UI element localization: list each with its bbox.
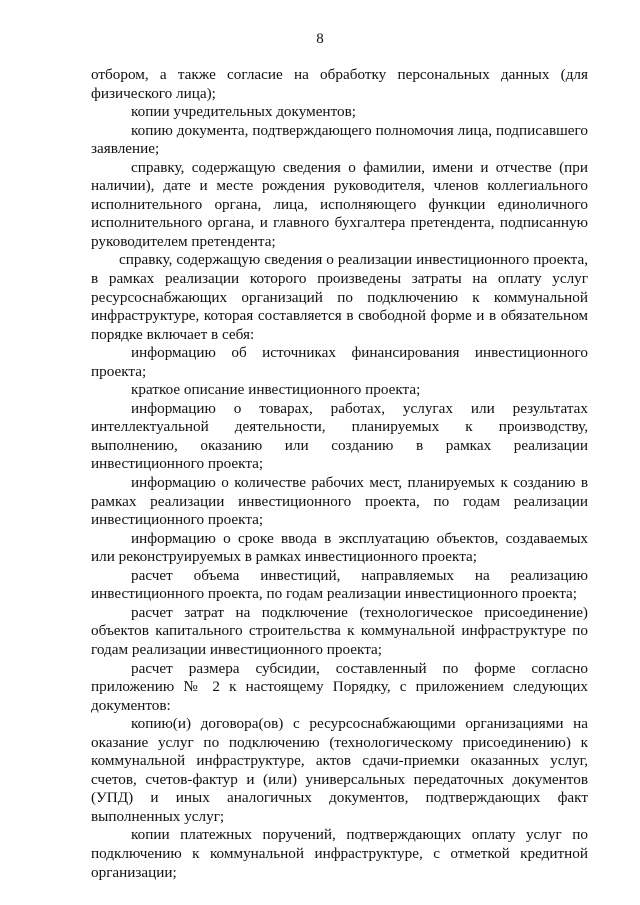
paragraph: информацию о количестве рабочих мест, планируемых к созданию в рамках реализации инвестиционного проекта, по годам реализации инвестиционного проекта; [91,474,588,529]
paragraph: копию(и) договора(ов) с ресурсоснабжающими организациями на оказание услуг по подключению (технологическому присоединению) к коммунальной инфраструктуре, актов сдачи-приемки оказанных услуг, счетов, счетов-фактур и (или) универсальных передаточных документов (УПД) и иных аналогичных документов, подтверждающих факт выполненных услуг; [91,715,588,825]
document-body [91,66,588,882]
paragraph: расчет объема инвестиций, направляемых на реализацию инвестиционного проекта, по годам реализации инвестиционного проекта; [91,566,588,603]
paragraph: справку, содержащую сведения о фамилии, имени и отчестве (при наличии), дате и месте рождения руководителя, членов коллегиального исполнительного органа, лица, исполняющего функции единоличного исполнительного органа, и главного бухгалтера претендента, подписанную руководителем претендента; [91,158,588,250]
paragraph: расчет размера субсидии, составленный по форме согласно приложению № 2 к настоящему Порядку, с приложением следующих документов: [91,659,588,714]
page-number: 8 [316,31,324,47]
paragraph: информацию о сроке ввода в эксплуатацию объектов, создаваемых или реконструируемых в рамках инвестиционного проекта; [91,529,588,566]
paragraph: информацию об источниках финансирования инвестиционного проекта; [91,344,588,380]
paragraph: отбором, а также согласие на обработку персональных данных (для физического лица); [91,66,588,102]
paragraph: копию документа, подтверждающего полномочия лица, подписавшего заявление; [91,121,588,158]
paragraph: справку, содержащую сведения о реализации инвестиционного проекта, в рамках реализации которого произведены затраты на оплату услуг ресурсоснабжающих организаций по подключению к коммунальной инфраструктуре, которая составляется в свободной форме и в обязательном порядке включает в себя: [91,251,588,343]
paragraph: копии платежных поручений, подтверждающих оплату услуг по подключению к коммунальной инфраструктуре, с отметкой кредитной организации; [91,826,588,881]
paragraph: информацию о товарах, работах, услугах или результатах интеллектуальной деятельности, планируемых к производству, выполнению, оказанию или созданию в рамках реализации инвестиционного проекта; [91,399,588,473]
paragraph: краткое описание инвестиционного проекта; [131,381,421,399]
paragraph: расчет затрат на подключение (технологическое присоединение) объектов капитального строительства к коммунальной инфраструктуре по годам реализации инвестиционного проекта; [91,603,588,658]
paragraph: копии учредительных документов; [131,103,356,121]
